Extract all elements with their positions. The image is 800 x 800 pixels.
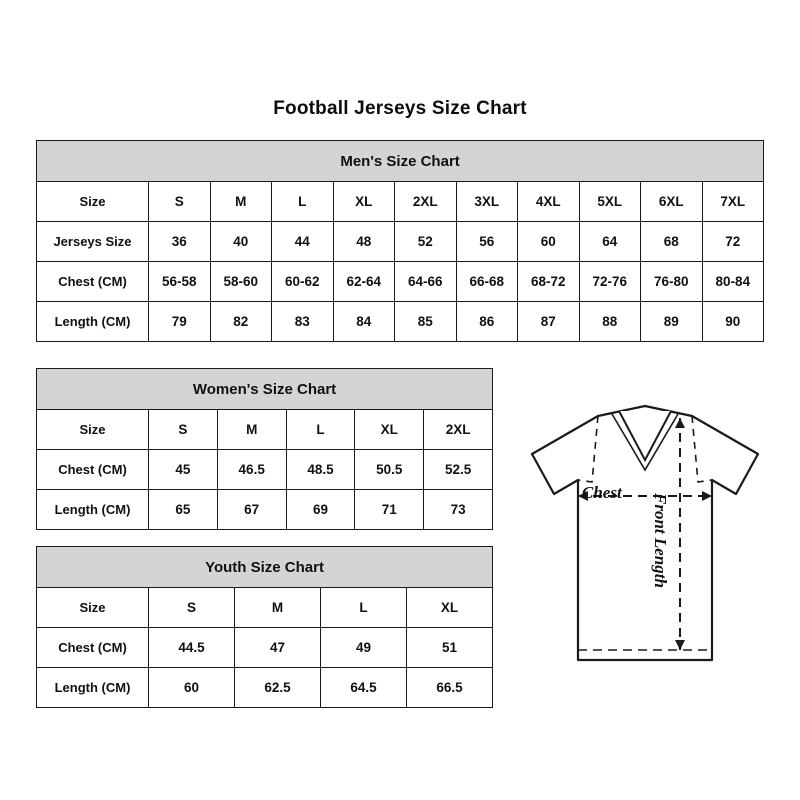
youth-size-chart [36,546,493,708]
cell: 73 [424,490,493,530]
row-label: Jerseys Size [37,222,149,262]
cell: XL [407,588,493,628]
cell: 64.5 [321,668,407,708]
table-row [37,588,493,628]
cell: 52.5 [424,450,493,490]
cell: 87 [518,302,580,342]
cell: 60-62 [272,262,334,302]
table-row [37,410,493,450]
womens-caption: Women's Size Chart [37,369,493,410]
cell: L [272,182,334,222]
cell: 46.5 [217,450,286,490]
cell: 66-68 [456,262,518,302]
cell: 68 [641,222,703,262]
cell: 49 [321,628,407,668]
cell: 2XL [424,410,493,450]
cell: 64 [579,222,641,262]
cell: 85 [395,302,457,342]
cell: 82 [210,302,272,342]
mens-caption: Men's Size Chart [37,141,764,182]
cell: 7XL [702,182,764,222]
cell: 40 [210,222,272,262]
table-row [37,222,764,262]
cell: 56 [456,222,518,262]
row-label: Chest (CM) [37,628,149,668]
womens-size-table [36,368,493,530]
cell: 72 [702,222,764,262]
cell: 69 [286,490,355,530]
cell: 50.5 [355,450,424,490]
table-row [37,450,493,490]
cell: 36 [149,222,211,262]
youth-caption: Youth Size Chart [37,547,493,588]
front-length-measure-label: Front Length [651,493,670,588]
table-row [37,182,764,222]
cell: 48 [333,222,395,262]
cell: 80-84 [702,262,764,302]
cell: L [321,588,407,628]
cell: 72-76 [579,262,641,302]
cell: XL [333,182,395,222]
table-row [37,628,493,668]
cell: L [286,410,355,450]
cell: 62.5 [235,668,321,708]
cell: 84 [333,302,395,342]
cell: 48.5 [286,450,355,490]
cell: 65 [149,490,218,530]
cell: 71 [355,490,424,530]
cell: 89 [641,302,703,342]
cell: 88 [579,302,641,342]
cell: 2XL [395,182,457,222]
cell: 90 [702,302,764,342]
row-label: Length (CM) [37,490,149,530]
cell: 66.5 [407,668,493,708]
row-label: Chest (CM) [37,450,149,490]
table-row [37,302,764,342]
cell: M [210,182,272,222]
cell: 51 [407,628,493,668]
cell: 60 [149,668,235,708]
womens-size-chart [36,368,493,530]
row-label: Size [37,588,149,628]
row-label: Size [37,182,149,222]
youth-size-table [36,546,493,708]
cell: 6XL [641,182,703,222]
cell: S [149,588,235,628]
table-caption-row [37,547,493,588]
cell: S [149,410,218,450]
row-label: Size [37,410,149,450]
row-label: Length (CM) [37,302,149,342]
cell: 86 [456,302,518,342]
cell: 47 [235,628,321,668]
cell: 58-60 [210,262,272,302]
cell: 68-72 [518,262,580,302]
cell: 44.5 [149,628,235,668]
mens-size-table [36,140,764,342]
table-row [37,262,764,302]
mens-size-chart [36,140,764,342]
table-row [37,668,493,708]
cell: 67 [217,490,286,530]
table-caption-row [37,141,764,182]
cell: 64-66 [395,262,457,302]
cell: 5XL [579,182,641,222]
cell: 60 [518,222,580,262]
cell: M [235,588,321,628]
cell: 62-64 [333,262,395,302]
jersey-measurement-diagram [500,398,790,688]
row-label: Length (CM) [37,668,149,708]
cell: XL [355,410,424,450]
table-caption-row [37,369,493,410]
tshirt-icon [500,398,790,688]
cell: 83 [272,302,334,342]
chest-measure-label: Chest [582,483,622,502]
cell: M [217,410,286,450]
page-title: Football Jerseys Size Chart [273,98,527,119]
row-label: Chest (CM) [37,262,149,302]
cell: 76-80 [641,262,703,302]
cell: 3XL [456,182,518,222]
cell: 52 [395,222,457,262]
cell: 45 [149,450,218,490]
cell: 44 [272,222,334,262]
cell: 79 [149,302,211,342]
cell: S [149,182,211,222]
cell: 4XL [518,182,580,222]
cell: 56-58 [149,262,211,302]
table-row [37,490,493,530]
